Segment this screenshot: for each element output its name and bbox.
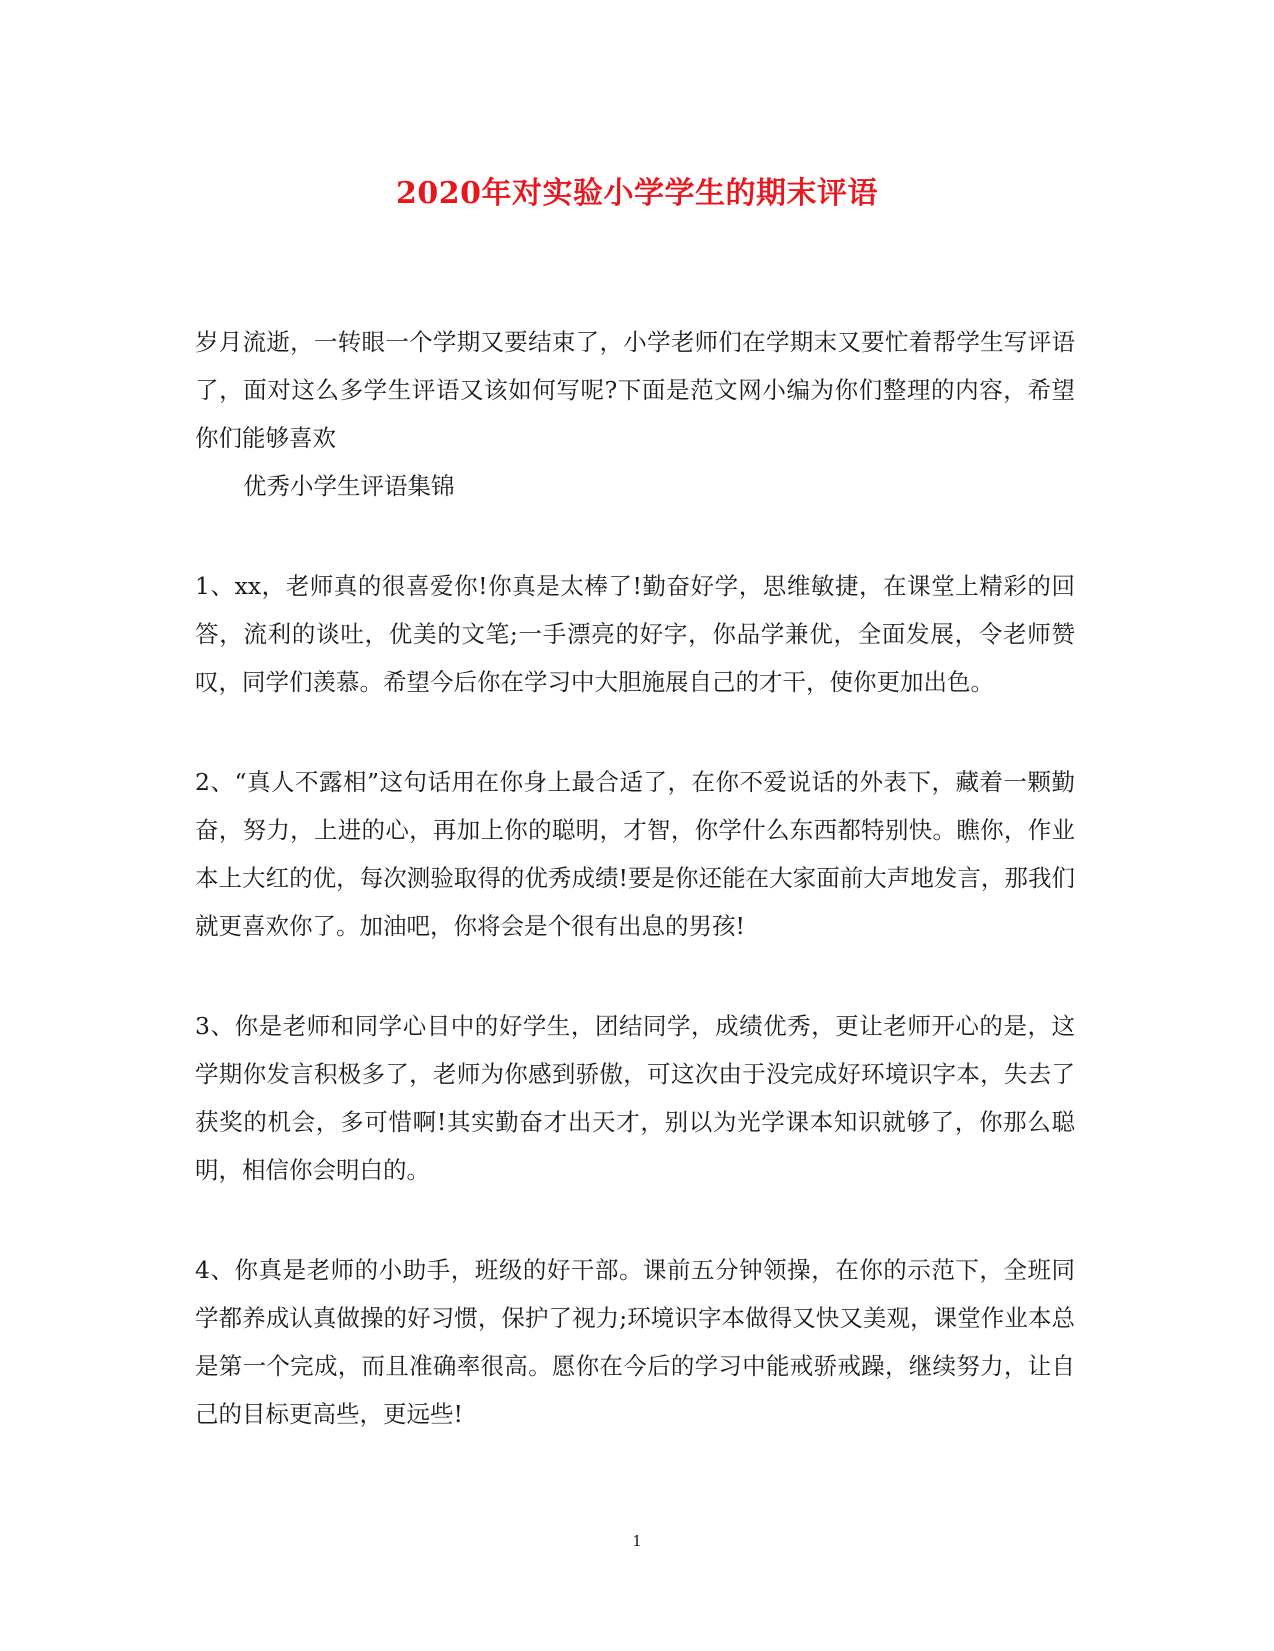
page-number: 1 — [632, 1532, 642, 1550]
intro-paragraph: 岁月流逝，一转眼一个学期又要结束了，小学老师们在学期末又要忙着帮学生写评语了，面对这么多学生评语又该如何写呢?下面是范文网小编为你们整理的内容，希望你们能够喜欢 — [195, 328, 1075, 452]
comment-item-3: 3、你是老师和同学心目中的好学生，团结同学，成绩优秀，更让老师开心的是，这学期你发言积极多了，老师为你感到骄傲，可这次由于没完成好环境识字本，失去了获奖的机会，多可惜啊!其实勤奋才出天才，别以为光学课本知识就够了，你那么聪明，相信你会明白的。 — [195, 1012, 1075, 1184]
comment-item-2: 2、“真人不露相”这句话用在你身上最合适了，在你不爱说话的外表下，藏着一颗勤奋，努力，上进的心，再加上你的聪明，才智，你学什么东西都特别快。瞧你，作业本上大红的优，每次测验取得的优秀成绩!要是你还能在大家面前大声地发言，那我们就更喜欢你了。加油吧，你将会是个很有出息的男孩! — [195, 768, 1075, 940]
comment-item-4: 4、你真是老师的小助手，班级的好干部。课前五分钟领操，在你的示范下，全班同学都养成认真做操的好习惯，保护了视力;环境识字本做得又快又美观，课堂作业本总是第一个完成，而且准确率很高。愿你在今后的学习中能戒骄戒躁，继续努力，让自己的目标更高些，更远些! — [195, 1256, 1075, 1428]
section-subheading: 优秀小学生评语集锦 — [243, 472, 455, 500]
document-body — [195, 318, 1075, 1438]
comment-item-1: 1、xx，老师真的很喜爱你!你真是太棒了!勤奋好学，思维敏捷，在课堂上精彩的回答，流利的谈吐，优美的文笔;一手漂亮的好字，你品学兼优，全面发展，令老师赞叹，同学们羡慕。希望今后你在学习中大胆施展自己的才干，使你更加出色。 — [195, 572, 1075, 696]
document-title: 2020年对实验小学学生的期末评语 — [396, 176, 878, 211]
